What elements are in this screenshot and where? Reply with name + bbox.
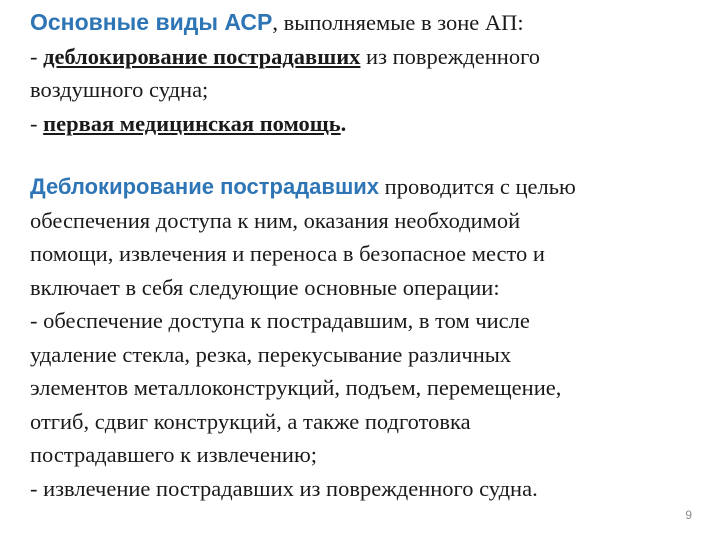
paragraph-lead: Деблокирование пострадавших — [30, 174, 380, 199]
paragraph-line: отгиб, сдвиг конструкций, а также подготовка — [30, 408, 471, 434]
heading-rest: , выполняемые в зоне АП: — [272, 10, 524, 35]
list-item-prefix: - — [30, 43, 44, 69]
list-item-first-aid — [30, 107, 705, 141]
list-item-rest-cont: воздушного судна; — [30, 77, 209, 102]
list-item-deblocking — [30, 40, 705, 74]
paragraph-line: элементов металлоконструкций, подъем, перемещение, — [30, 375, 562, 400]
list-item-emphasis: первая медицинская помощь — [43, 110, 341, 136]
heading-title: Основные виды АСР — [30, 9, 273, 35]
paragraph-line: удаление стекла, резка, перекусывание различных — [30, 341, 512, 367]
list-item-prefix: - — [30, 110, 44, 136]
slide-heading — [30, 6, 705, 40]
paragraph-text: проводится с целью — [379, 174, 576, 199]
paragraph-line: - извлечение пострадавших из поврежденного судна. — [30, 475, 538, 501]
spacer — [30, 140, 705, 170]
paragraph-line: помощи, извлечения и переноса в безопасное место и — [30, 241, 545, 266]
list-item-rest: из поврежденного — [360, 43, 540, 69]
list-item-deblocking-cont — [30, 73, 705, 107]
paragraph-line: обеспечения доступа к ним, оказания необходимой — [30, 207, 521, 233]
paragraph-line — [30, 170, 705, 204]
list-item-suffix: . — [340, 110, 347, 136]
paragraph-line: включает в себя следующие основные операции: — [30, 274, 500, 300]
slide-content — [30, 6, 705, 505]
page-number: 9 — [685, 508, 692, 522]
paragraph-line: пострадавшего к извлечению; — [30, 442, 318, 467]
list-item-emphasis: деблокирование пострадавших — [43, 43, 361, 69]
paragraph-line: - обеспечение доступа к пострадавшим, в том числе — [30, 308, 530, 333]
